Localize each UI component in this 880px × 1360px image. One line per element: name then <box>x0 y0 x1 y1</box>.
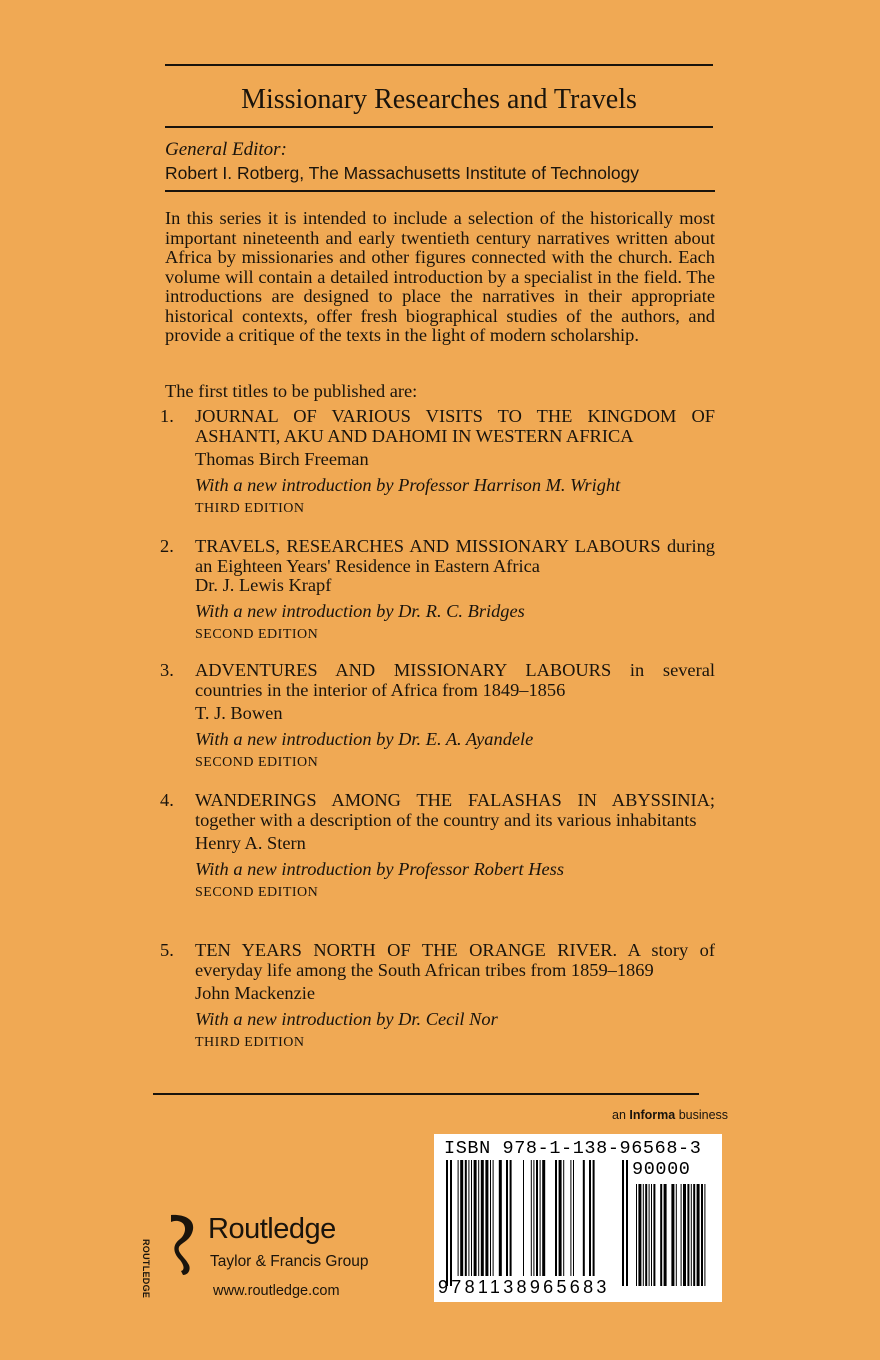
barcode-bar <box>499 1160 502 1276</box>
barcode-addon-bar <box>683 1184 686 1286</box>
barcode-addon-bar <box>693 1184 695 1286</box>
barcode-addon-bar <box>664 1184 667 1286</box>
barcode-guard <box>622 1160 624 1286</box>
entry-number: 5. <box>160 940 174 960</box>
barcode-bar <box>465 1160 467 1276</box>
barcode-guard <box>446 1160 448 1286</box>
barcode-addon-bar <box>681 1184 682 1286</box>
barcode-bar <box>481 1160 484 1276</box>
barcode-addon-bar <box>645 1184 647 1286</box>
barcode-addon-bar <box>636 1184 637 1286</box>
informa-suffix: business <box>675 1108 729 1122</box>
barcode-bar <box>593 1160 595 1276</box>
barcode-bar <box>573 1160 574 1276</box>
informa-tagline <box>612 1108 728 1122</box>
barcode-bar <box>536 1160 538 1276</box>
barcode-addon-bar <box>697 1184 700 1286</box>
barcode-addon-bar <box>701 1184 703 1286</box>
title-bottom-rule <box>165 126 713 128</box>
entry-edition: SECOND EDITION <box>195 626 319 642</box>
barcode-bar <box>506 1160 508 1276</box>
barcode-bar <box>493 1160 494 1276</box>
entry-author: Dr. J. Lewis Krapf <box>195 575 332 595</box>
barcode-bar <box>523 1160 524 1276</box>
barcode-bar <box>490 1160 491 1276</box>
barcode-bar <box>458 1160 459 1276</box>
entry-edition: SECOND EDITION <box>195 885 319 900</box>
entry-edition: SECOND EDITION <box>195 755 319 770</box>
barcode-addon-bar <box>649 1184 650 1286</box>
series-description: In this series it is intended to include a selection of the historically most important nineteenth and early twentieth century narratives written about Africa by missionaries and other figures connected with the church. Each volume will contain a detailed introduction by a specialist in the field. The introductions are designed to place the narratives in their appropriate historical contexts, offer fresh biographical studies of the authors, and provide a critique of the texts in the light of modern scholarship. <box>165 208 715 345</box>
entry-title: JOURNAL OF VARIOUS VISITS TO THE KINGDOM OF ASHANTI, AKU AND DAHOMI IN WESTERN AFRICA <box>195 406 715 446</box>
bottom-rule <box>153 1093 699 1095</box>
barcode-addon-bar <box>660 1184 662 1286</box>
barcode-bar <box>589 1160 591 1276</box>
barcode-bar <box>471 1160 472 1276</box>
entry-author: Thomas Birch Freeman <box>195 449 369 469</box>
barcode-bar <box>474 1160 477 1276</box>
barcode-bar <box>485 1160 488 1276</box>
entry-number: 2. <box>160 536 174 556</box>
barcode-bar <box>531 1160 532 1276</box>
barcode-bar <box>563 1160 564 1276</box>
routledge-r-icon <box>167 1213 201 1277</box>
publisher-name: Routledge <box>208 1213 336 1245</box>
isbn-text: ISBN 978-1-138-96568-3 <box>444 1138 702 1159</box>
informa-brand: Informa <box>629 1108 676 1122</box>
barcode-bar <box>460 1160 463 1276</box>
title-entry-2 <box>160 537 720 643</box>
entry-introduction: With a new introduction by Dr. R. C. Bridges <box>195 600 525 621</box>
series-title: Missionary Researches and Travels <box>241 84 637 115</box>
entry-author: Henry A. Stern <box>195 833 306 853</box>
barcode-bar <box>468 1160 469 1276</box>
entry-introduction: With a new introduction by Dr. E. A. Ayandele <box>195 729 534 749</box>
barcode-addon-bar <box>638 1184 641 1286</box>
entry-introduction: With a new introduction by Professor Harrison M. Wright <box>195 475 621 495</box>
editor-label: General Editor: <box>165 139 287 160</box>
entry-title: TEN YEARS NORTH OF THE ORANGE RIVER. A story of everyday life among the South African tribes from 1859–1869 <box>195 940 715 980</box>
barcode-addon-bar <box>704 1184 705 1286</box>
barcode-guard <box>450 1160 452 1286</box>
entry-number: 1. <box>160 406 174 426</box>
barcode-bar <box>559 1160 562 1276</box>
barcode-addon-bar <box>651 1184 652 1286</box>
barcode-addon-bar <box>653 1184 655 1286</box>
entry-title: WANDERINGS AMONG THE FALASHAS IN ABYSSINIA; together with a description of the country and its various inhabitants <box>195 790 715 830</box>
barcode-bar <box>542 1160 545 1276</box>
logo-vertical-text: ROUTLEDGE <box>141 1239 151 1299</box>
title-entry-3 <box>160 661 720 771</box>
entry-introduction: With a new introduction by Dr. Cecil Nor <box>195 1009 498 1029</box>
isbn-barcode <box>434 1134 722 1302</box>
barcode-addon-bar <box>643 1184 644 1286</box>
entry-title: TRAVELS, RESEARCHES AND MISSIONARY LABOURS during an Eighteen Years' Residence in Eastern Africa <box>195 536 715 576</box>
entry-number: 3. <box>160 660 174 680</box>
barcode-bar <box>555 1160 557 1276</box>
barcode-addon-bar <box>691 1184 692 1286</box>
barcode-addon-bar <box>671 1184 674 1286</box>
publisher-website: www.routledge.com <box>213 1283 340 1299</box>
barcode-bar <box>510 1160 512 1276</box>
price-code: 90000 <box>632 1159 691 1180</box>
informa-prefix: an <box>612 1108 630 1122</box>
entry-introduction: With a new introduction by Professor Robert Hess <box>195 859 564 879</box>
title-entry-1 <box>160 407 720 517</box>
entry-edition: THIRD EDITION <box>195 501 305 516</box>
entry-edition: THIRD EDITION <box>195 1035 305 1050</box>
ean-digits: 9781138965683 <box>438 1277 610 1297</box>
entry-title: ADVENTURES AND MISSIONARY LABOURS in several countries in the interior of Africa from 1849–1856 <box>195 660 715 700</box>
title-entry-5 <box>160 941 720 1051</box>
title-entry-4 <box>160 791 720 901</box>
barcode-addon-bar <box>676 1184 677 1286</box>
barcode-bar <box>583 1160 585 1276</box>
entry-number: 4. <box>160 790 174 810</box>
barcode-guard <box>626 1160 628 1286</box>
barcode-bar <box>570 1160 571 1276</box>
entry-author: T. J. Bowen <box>195 703 283 723</box>
top-rule <box>165 64 713 66</box>
barcode-addon-bar <box>687 1184 689 1286</box>
editor-rule <box>165 190 715 192</box>
general-editor <box>165 139 725 184</box>
barcode-bar <box>533 1160 534 1276</box>
barcode-bar <box>478 1160 479 1276</box>
entry-author: John Mackenzie <box>195 983 316 1003</box>
publisher-group: Taylor & Francis Group <box>210 1253 369 1270</box>
editor-name: Robert I. Rotberg, The Massachusetts Institute of Technology <box>165 163 640 183</box>
barcode-bar <box>540 1160 541 1276</box>
first-titles-label: The first titles to be published are: <box>165 381 418 401</box>
